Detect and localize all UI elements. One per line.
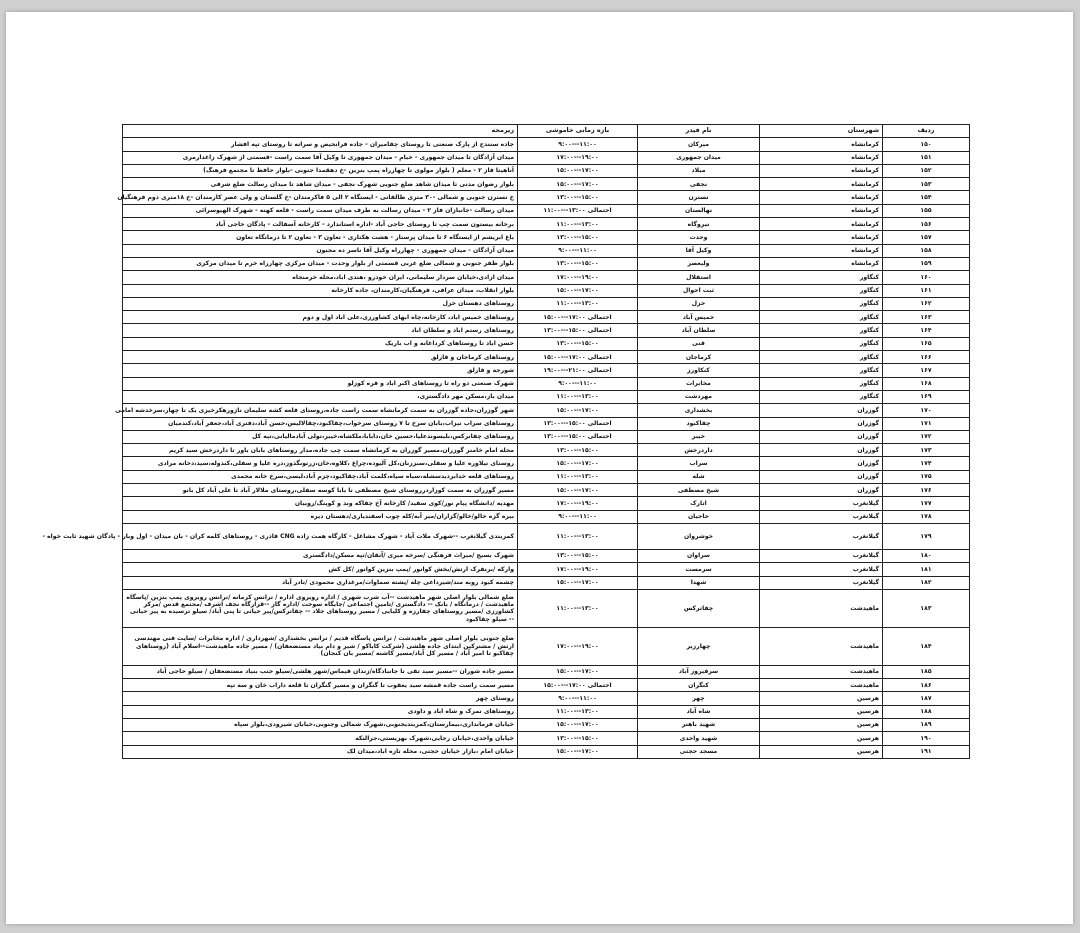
cell-city: گیلانغرب bbox=[760, 549, 883, 562]
cell-sub: روستای نیلاوره علیا و سفلی،سبززنان،کل آلیوده،چراغ ،کلاوه،خان،زرتونگدوز،دره علیا و سفلی،کندوله،سید،دخانه مرادی bbox=[123, 457, 518, 470]
table-row bbox=[123, 665, 970, 678]
cell-time: احتمالی ۲۱:۰۰---۱۹:۰۰ bbox=[518, 364, 638, 377]
cell-no: ۱۶۴ bbox=[883, 324, 970, 337]
table-row bbox=[123, 257, 970, 270]
cell-time: ۹:۰۰---۱۱:۰۰ bbox=[518, 138, 638, 151]
cell-feeder: شهید واحدی bbox=[638, 732, 760, 745]
cell-city: کنگاور bbox=[760, 284, 883, 297]
table-row bbox=[123, 377, 970, 390]
cell-time: احتمالی ۱۵:۰۰---۱۳:۰۰ bbox=[518, 324, 638, 337]
cell-time: ۱۱:۰۰---۱۳:۰۰ bbox=[518, 390, 638, 403]
cell-feeder: چهارزبر bbox=[638, 627, 760, 665]
cell-no: ۱۷۷ bbox=[883, 497, 970, 510]
table-row bbox=[123, 138, 970, 151]
header-subsection: زیرمجه bbox=[123, 125, 518, 138]
cell-feeder: وکیل آقا bbox=[638, 244, 760, 257]
cell-feeder: خوشروان bbox=[638, 523, 760, 549]
table-row bbox=[123, 589, 970, 627]
cell-time: ۱۵:۰۰---۱۷:۰۰ bbox=[518, 178, 638, 191]
table-row bbox=[123, 231, 970, 244]
cell-feeder: شهدا bbox=[638, 576, 760, 589]
cell-no: ۱۵۹ bbox=[883, 257, 970, 270]
cell-sub: باغ ابریشم از ایستگاه ۶ تا میدان پرستار - هشت هکتاری - تعاون ۳ - تعاون ۲ تا درمانگاه تعاون bbox=[123, 231, 518, 244]
cell-sub: ضلع شمالی بلوار اصلی شهر ماهیدشت --آب شرب شهری / اداره روبروی اداره / ترانس کرمانه /ترانس روبروی پمپ بنزین /پاسگاه ماهیدشت / درمانگاه / بانک -- دادگستری /تامین اجتماعی /جایگاه سوخت /اداره گاز --قرارگاه نجف اشرف /مجتمع قدس /مرکز کشاورزی /مسیر روستاهای چقارزه و کلیایی / مسیر روستاهای جلاد -- چقاترکس/پیر حیاتی تا پنی آباد/ سیلو ترسیده به پیر حیاتی -- سیلو چقاکبود bbox=[123, 589, 518, 627]
cell-city: هرسین bbox=[760, 732, 883, 745]
cell-sub: چشمه کبود روبه مند/شیرداغی چله /پشته سماوات/مرغداری محمودی /نادر آباد bbox=[123, 576, 518, 589]
cell-city: کرمانشاه bbox=[760, 138, 883, 151]
cell-sub: مسیر سمت راست جاده قمشه سید یعقوب تا گنگران و مسیر گنگران تا قلعه داراب خان و سه تپه bbox=[123, 679, 518, 692]
cell-feeder: میدان جمهوری bbox=[638, 151, 760, 164]
cell-no: ۱۷۱ bbox=[883, 417, 970, 430]
cell-no: ۱۵۱ bbox=[883, 151, 970, 164]
cell-time: ۱۳:۰۰---۱۵:۰۰ bbox=[518, 732, 638, 745]
table-row bbox=[123, 692, 970, 705]
cell-sub: روستاهای نمرک و شاه اباد و داودی bbox=[123, 705, 518, 718]
cell-no: ۱۷۳ bbox=[883, 444, 970, 457]
cell-feeder: میرکان bbox=[638, 138, 760, 151]
cell-city: گیلانغرب bbox=[760, 576, 883, 589]
cell-sub: شورجه و قارلق bbox=[123, 364, 518, 377]
table-row bbox=[123, 191, 970, 204]
cell-city: گوزران bbox=[760, 444, 883, 457]
cell-no: ۱۷۶ bbox=[883, 484, 970, 497]
table-row bbox=[123, 576, 970, 589]
cell-city: هرسین bbox=[760, 705, 883, 718]
cell-sub: شهرک صنعتی دو راه تا روستاهای اکبر اباد و قره کوزلو bbox=[123, 377, 518, 390]
cell-city: کرمانشاه bbox=[760, 244, 883, 257]
cell-city: هرسین bbox=[760, 718, 883, 731]
cell-city: کرمانشاه bbox=[760, 178, 883, 191]
table-row bbox=[123, 164, 970, 177]
table-row bbox=[123, 563, 970, 576]
cell-no: ۱۸۷ bbox=[883, 692, 970, 705]
table-row bbox=[123, 311, 970, 324]
cell-city: هرسین bbox=[760, 692, 883, 705]
cell-feeder: استقلال bbox=[638, 271, 760, 284]
table-row bbox=[123, 218, 970, 231]
cell-time: ۹:۰۰---۱۱:۰۰ bbox=[518, 377, 638, 390]
table-row bbox=[123, 745, 970, 758]
cell-city: کنگاور bbox=[760, 297, 883, 310]
cell-no: ۱۷۹ bbox=[883, 523, 970, 549]
cell-no: ۱۵۲ bbox=[883, 164, 970, 177]
table-row bbox=[123, 404, 970, 417]
table-body bbox=[42, 138, 970, 759]
table-row bbox=[123, 679, 970, 692]
cell-sub: روستاهای چقانرکس،بلیسوندعلیا،حسین خان،دابابا،ملکشاه،خیبر،تولی آبادمالیانی،تپه کل bbox=[123, 430, 518, 443]
table-row bbox=[123, 271, 970, 284]
table-row bbox=[123, 430, 970, 443]
cell-feeder: شهید باهنر bbox=[638, 718, 760, 731]
cell-city: ماهیدشت bbox=[760, 589, 883, 627]
cell-time: ۱۷:۰۰---۱۹:۰۰ bbox=[518, 151, 638, 164]
cell-feeder: اتارک bbox=[638, 497, 760, 510]
cell-no: ۱۶۳ bbox=[883, 311, 970, 324]
cell-time: ۱۳:۰۰---۱۵:۰۰ bbox=[518, 337, 638, 350]
table-row bbox=[123, 417, 970, 430]
cell-feeder: کنکاورز bbox=[638, 364, 760, 377]
table-row bbox=[123, 244, 970, 257]
cell-sub: مسیر جاده شوران --مسیر سید تقی تا جانبادگاه/زندان قیماس/شهر هلشی/سیلو جنب بنیاد مستضعفان / سیلو حاجی آباد bbox=[123, 665, 518, 678]
cell-no: ۱۵۷ bbox=[883, 231, 970, 244]
cell-time: احتمالی ۱۳:۰۰---۱۱:۰۰ bbox=[518, 204, 638, 217]
cell-sub: بیره گزه خالو/خالو/گزاران/میر آبه/کله چوب اسفندیاری/دهستان دیره bbox=[123, 510, 518, 523]
table-row bbox=[123, 457, 970, 470]
cell-no: ۱۵۳ bbox=[883, 178, 970, 191]
cell-sub: میدان رسالت -جانبازان فاز ۲ - میدان رسالت به طرف میدان سمت راست - قلعه کهنه - شهرک الهیوسرائی bbox=[123, 204, 518, 217]
cell-no: ۱۹۱ bbox=[883, 745, 970, 758]
cell-sub: وارکه /برنفرک ارتش/بخش کوانور /پمپ بنزین کوانور /کل کش bbox=[123, 563, 518, 576]
cell-time: ۱۱:۰۰---۱۳:۰۰ bbox=[518, 523, 638, 549]
cell-city: ماهیدشت bbox=[760, 679, 883, 692]
cell-sub: آناهیتا فاز ۲ - معلم ( بلوار مولوی تا چهارراه پمپ بنزین -خ دهقمدا جنوبی -بلوار حافظ تا مجتمع فرهنگ) bbox=[123, 164, 518, 177]
header-outage-time: بازه زمانی خاموشی bbox=[518, 125, 638, 138]
cell-time: ۱۷:۰۰---۱۹:۰۰ bbox=[518, 627, 638, 665]
cell-city: کنگاور bbox=[760, 311, 883, 324]
cell-city: کرمانشاه bbox=[760, 191, 883, 204]
cell-feeder: چهر bbox=[638, 692, 760, 705]
cell-city: گوزران bbox=[760, 484, 883, 497]
cell-city: کنگاور bbox=[760, 377, 883, 390]
cell-sub: روستاهای سراب تیزاب،بابان سرخ تا ۷ روستای سرخواب،چقاکبود،چقالالیس،حسن آباد،دفتری آباد،جعفر آباد،کندمیان bbox=[123, 417, 518, 430]
cell-time: ۱۷:۰۰---۱۹:۰۰ bbox=[518, 563, 638, 576]
cell-time: ۱۵:۰۰---۱۷:۰۰ bbox=[518, 404, 638, 417]
cell-no: ۱۸۲ bbox=[883, 576, 970, 589]
cell-no: ۱۹۰ bbox=[883, 732, 970, 745]
cell-city: کنگاور bbox=[760, 364, 883, 377]
cell-sub: خیابان فرمانداری،بیمارستان،کمربندیجنوبی،شهرک شمالی وجنوبی،خیابان شیرودی،بلوار سپاه bbox=[123, 718, 518, 731]
cell-city: کنگاور bbox=[760, 324, 883, 337]
cell-sub: جاده سنندج از پارک صنعتی تا روستای چقامیران - جاده فرانجیص و سرانه تا روستای تپه افشار bbox=[123, 138, 518, 151]
table-row bbox=[123, 151, 970, 164]
cell-time: احتمالی ۱۷:۰۰---۱۵:۰۰ bbox=[518, 351, 638, 364]
cell-sub: روستاهای قلعه خدابردیدسشله،سیاه سیاه،کلمت آباد،چقاکبود،چزم آباد،لیسی،سرخ خانه محمدی bbox=[123, 470, 518, 483]
header-city: شهرستان bbox=[760, 125, 883, 138]
cell-no: ۱۶۱ bbox=[883, 284, 970, 297]
cell-no: ۱۵۰ bbox=[883, 138, 970, 151]
cell-sub: بلوار رضوان مدنی تا میدان شاهد ضلع جنوبی شهرک نجفی - میدان شاهد تا میدان رسالت ضلع شرقی bbox=[123, 178, 518, 191]
header-feeder: نام فیدر bbox=[638, 125, 760, 138]
table-row bbox=[123, 444, 970, 457]
cell-sub: خیابان امام ،بازار خیابان حجتی، محله تازه اباد،میدان لک bbox=[123, 745, 518, 758]
cell-feeder: سراوان bbox=[638, 549, 760, 562]
cell-city: کرمانشاه bbox=[760, 218, 883, 231]
cell-city: گوزران bbox=[760, 430, 883, 443]
cell-feeder: وحدت bbox=[638, 231, 760, 244]
cell-time: ۱۱:۰۰---۱۳:۰۰ bbox=[518, 705, 638, 718]
table-row bbox=[123, 204, 970, 217]
cell-no: ۱۵۸ bbox=[883, 244, 970, 257]
cell-time: ۱۵:۰۰---۱۷:۰۰ bbox=[518, 745, 638, 758]
cell-time: ۱۵:۰۰---۱۷:۰۰ bbox=[518, 457, 638, 470]
table-row bbox=[123, 484, 970, 497]
cell-sub: شهر گوزران،جاده گوزران به سمت کرمانشاه سمت راست جاده،روستای قلعه کشه سلیمان ناژورهکرخیزی یک تا چهار،سرخدشه امامی bbox=[123, 404, 518, 417]
cell-time: احتمالی ۱۵:۰۰---۱۳:۰۰ bbox=[518, 417, 638, 430]
cell-sub: برخانه بیستون سمت چپ تا روستای حاجی آباد -اداره استاندارد - کارخانه آسفالت - پادگان حاجی آباد bbox=[123, 218, 518, 231]
cell-city: گوزران bbox=[760, 417, 883, 430]
cell-city: گیلانغرب bbox=[760, 497, 883, 510]
cell-feeder: مسجد حجتی bbox=[638, 745, 760, 758]
table-row bbox=[123, 705, 970, 718]
cell-no: ۱۶۰ bbox=[883, 271, 970, 284]
cell-feeder: میلاد bbox=[638, 164, 760, 177]
cell-no: ۱۵۴ bbox=[883, 191, 970, 204]
cell-no: ۱۷۲ bbox=[883, 430, 970, 443]
cell-no: ۱۵۶ bbox=[883, 218, 970, 231]
cell-feeder: خمیس آباد bbox=[638, 311, 760, 324]
header-row-number: ردیف bbox=[883, 125, 970, 138]
cell-feeder: سرمست bbox=[638, 563, 760, 576]
cell-sub: شهرک بسیج /میراث فرهنگی /سرخه میری /آنقان/تپه مسکن/دادگستری bbox=[123, 549, 518, 562]
cell-time: ۱۱:۰۰---۱۳:۰۰ bbox=[518, 218, 638, 231]
cell-time: ۱۵:۰۰---۱۷:۰۰ bbox=[518, 718, 638, 731]
cell-feeder: کرماجان bbox=[638, 351, 760, 364]
cell-feeder: نجفی bbox=[638, 178, 760, 191]
cell-no: ۱۷۵ bbox=[883, 470, 970, 483]
cell-no: ۱۶۸ bbox=[883, 377, 970, 390]
cell-sub: روستاهای رستم اباد و سلطان اباد bbox=[123, 324, 518, 337]
cell-sub: میدان آزادگان - میدان جمهوری - چهارراه وکیل آقا ناسر ده مجنون bbox=[123, 244, 518, 257]
cell-city: گیلانغرب bbox=[760, 510, 883, 523]
table-row bbox=[123, 284, 970, 297]
cell-sub: میدان ازادی،خیابان سردار سلیمانی، ایران خودرو ،هتدی اباد،محله خرمنجاه bbox=[123, 271, 518, 284]
cell-city: ماهیدشت bbox=[760, 665, 883, 678]
cell-time: ۱۱:۰۰---۱۳:۰۰ bbox=[518, 470, 638, 483]
table-row bbox=[123, 523, 970, 549]
cell-time: ۱۳:۰۰---۱۵:۰۰ bbox=[518, 444, 638, 457]
cell-feeder: مخابرات bbox=[638, 377, 760, 390]
table-row bbox=[123, 364, 970, 377]
table-row bbox=[123, 470, 970, 483]
cell-sub: کمربندی گیلانغرب --شهرک ملات آباد - شهرک مشاغل - کارگاه همت زاده CNG قادری - روستاهای کلمه کران - بان میدان - اول وبار - پادگان شهید ثابت خواه - bbox=[123, 523, 518, 549]
cell-sub: محله امام خامنر گوزران،مسیر گوزران به کرمانشاه سمت چپ جاده،مدار روستاهای بابان باور تا داردرخش سید کریم bbox=[123, 444, 518, 457]
cell-time: ۱۱:۰۰---۱۳:۰۰ bbox=[518, 297, 638, 310]
document-page bbox=[6, 12, 1073, 924]
cell-sub: روستاهای کرماجان و قارلق bbox=[123, 351, 518, 364]
table-row bbox=[123, 351, 970, 364]
cell-time: ۱۷:۰۰---۱۹:۰۰ bbox=[518, 271, 638, 284]
table-row bbox=[123, 549, 970, 562]
cell-sub: خیابان واحدی،خیابان رجایی،شهرک بهزیستی،جرالنکه bbox=[123, 732, 518, 745]
cell-sub: روستای چهر bbox=[123, 692, 518, 705]
cell-city: کنگاور bbox=[760, 337, 883, 350]
cell-no: ۱۸۸ bbox=[883, 705, 970, 718]
cell-city: کنگاور bbox=[760, 390, 883, 403]
cell-no: ۱۶۵ bbox=[883, 337, 970, 350]
cell-city: کرمانشاه bbox=[760, 204, 883, 217]
cell-city: کرمانشاه bbox=[760, 231, 883, 244]
cell-feeder: خیبر bbox=[638, 430, 760, 443]
cell-time: ۱۵:۰۰---۱۷:۰۰ bbox=[518, 164, 638, 177]
cell-feeder: سراب bbox=[638, 457, 760, 470]
cell-city: کرمانشاه bbox=[760, 164, 883, 177]
cell-time: احتمالی ۱۵:۰۰---۱۳:۰۰ bbox=[518, 430, 638, 443]
cell-time: احتمالی ۱۷:۰۰---۱۵:۰۰ bbox=[518, 311, 638, 324]
cell-feeder: سلطان آباد bbox=[638, 324, 760, 337]
table-row bbox=[123, 497, 970, 510]
cell-feeder: شیخ مصطفی bbox=[638, 484, 760, 497]
cell-no: ۱۸۶ bbox=[883, 679, 970, 692]
cell-feeder: بخشداری bbox=[638, 404, 760, 417]
cell-no: ۱۸۵ bbox=[883, 665, 970, 678]
cell-time: ۱۷:۰۰---۱۹:۰۰ bbox=[518, 497, 638, 510]
cell-city: گیلانغرب bbox=[760, 563, 883, 576]
cell-sub: مسیر گوزران به سمت کوزاردرروستای شیخ مصطفی تا بابا کوسه سفلی،روستای ملالار آباد تا علی آباد کل بانو bbox=[123, 484, 518, 497]
cell-sub: روستاهای دهستان خزل bbox=[123, 297, 518, 310]
cell-feeder: سرفیروز آباد bbox=[638, 665, 760, 678]
table-row bbox=[123, 324, 970, 337]
cell-sub: میدان آزادگان تا میدان جمهوری - خیام - میدان جمهوری تا وکیل آقا سمت راست -قسمتی از شهرک زاغدارمری bbox=[123, 151, 518, 164]
cell-feeder: شله bbox=[638, 470, 760, 483]
cell-feeder: نیروگاه bbox=[638, 218, 760, 231]
cell-no: ۱۸۹ bbox=[883, 718, 970, 731]
cell-feeder: خزل bbox=[638, 297, 760, 310]
cell-feeder: قنی bbox=[638, 337, 760, 350]
cell-time: ۱۵:۰۰---۱۷:۰۰ bbox=[518, 576, 638, 589]
cell-time: احتمالی ۱۷:۰۰---۱۵:۰۰ bbox=[518, 679, 638, 692]
table-header-row bbox=[123, 125, 970, 138]
cell-time: ۱۵:۰۰---۱۷:۰۰ bbox=[518, 665, 638, 678]
cell-time: ۱۵:۰۰---۱۷:۰۰ bbox=[518, 484, 638, 497]
cell-city: کنگاور bbox=[760, 271, 883, 284]
cell-city: هرسین bbox=[760, 745, 883, 758]
cell-time: ۱۳:۰۰---۱۵:۰۰ bbox=[518, 549, 638, 562]
table-row bbox=[123, 390, 970, 403]
table-row bbox=[123, 718, 970, 731]
cell-feeder: شاه آباد bbox=[638, 705, 760, 718]
cell-feeder: مهردشت bbox=[638, 390, 760, 403]
cell-feeder: چقاکبود bbox=[638, 417, 760, 430]
cell-time: ۱۳:۰۰---۱۵:۰۰ bbox=[518, 191, 638, 204]
cell-feeder: نسترن bbox=[638, 191, 760, 204]
table-row bbox=[123, 297, 970, 310]
cell-city: گوزران bbox=[760, 404, 883, 417]
cell-sub: مهدیه /دانشگاه پیام نور/کوی سفید/ کارخانه آخ چقاکه وند و کوینگ/روبیان bbox=[123, 497, 518, 510]
table-row bbox=[123, 178, 970, 191]
cell-sub: بلوار انقلاب، میدان عرافی، فرهنگیان،کارمندان، جاده کارخانه bbox=[123, 284, 518, 297]
cell-city: گوزران bbox=[760, 470, 883, 483]
cell-time: ۱۱:۰۰---۱۳:۰۰ bbox=[518, 589, 638, 627]
cell-sub: ضلع جنوبی بلوار اصلی شهر ماهیدشت / ترانس پاسگاه قدیم / ترانس بخشداری /شهرداری / اداره مخابرات /سایت فنی مهندسی ارتش / مشترکین ابتدای جاده هلشی (شرکت کاباکو / شیر و دام نیاد مستضعفان) / مسیر جاده ماهیدشت--اسلام آباد (روستاهای چقاکبو تا امیر آباد / مسیر کل آباد/مسیر کاشنه /مسیر بان کنجان) bbox=[123, 627, 518, 665]
cell-no: ۱۸۰ bbox=[883, 549, 970, 562]
cell-no: ۱۷۰ bbox=[883, 404, 970, 417]
cell-no: ۱۸۳ bbox=[883, 589, 970, 627]
cell-time: ۱۳:۰۰---۱۵:۰۰ bbox=[518, 257, 638, 270]
cell-sub: میدان باز،مسکن مهر دادگستری، bbox=[123, 390, 518, 403]
table-row bbox=[123, 732, 970, 745]
cell-time: ۹:۰۰---۱۱:۰۰ bbox=[518, 244, 638, 257]
cell-sub: روستاهای خمیس اباد، کارخانه،چاه ابهای کشاورزی،علی اباد اول و دوم bbox=[123, 311, 518, 324]
cell-no: ۱۷۴ bbox=[883, 457, 970, 470]
cell-time: ۹:۰۰---۱۱:۰۰ bbox=[518, 692, 638, 705]
cell-time: ۱۵:۰۰---۱۷:۰۰ bbox=[518, 284, 638, 297]
table-row bbox=[123, 627, 970, 665]
cell-no: ۱۶۹ bbox=[883, 390, 970, 403]
cell-feeder: حاجیان bbox=[638, 510, 760, 523]
cell-sub: بلوار ظفر جنوبی و شمالی ضلع غربی قسمتی از بلوار وحدت - میدان مرکزی چهارراه خرم تا میدان مرکزی bbox=[123, 257, 518, 270]
cell-feeder: چقاترکس bbox=[638, 589, 760, 627]
cell-sub: حسن اباد تا روستاهای کرداغانه و اب باریک bbox=[123, 337, 518, 350]
cell-no: ۱۶۲ bbox=[883, 297, 970, 310]
cell-no: ۱۶۶ bbox=[883, 351, 970, 364]
cell-time: ۱۳:۰۰---۱۵:۰۰ bbox=[518, 231, 638, 244]
outage-schedule-table bbox=[42, 124, 970, 759]
table-row bbox=[123, 337, 970, 350]
cell-city: گوزران bbox=[760, 457, 883, 470]
cell-city: کنگاور bbox=[760, 351, 883, 364]
cell-feeder: ثبت احوال bbox=[638, 284, 760, 297]
cell-feeder: نهالستان bbox=[638, 204, 760, 217]
cell-feeder: کنگران bbox=[638, 679, 760, 692]
cell-no: ۱۶۷ bbox=[883, 364, 970, 377]
cell-city: ماهیدشت bbox=[760, 627, 883, 665]
cell-sub: خ نسترن جنوبی و شمالی -۳۰ متری طالقانی - ایستگاه ۲ الی ۵ فاکرمندان -خ گلستان و ولی عصر کارمندان -خ ۱۸متری دوم فرهنگیان bbox=[123, 191, 518, 204]
cell-feeder: ولیعصر bbox=[638, 257, 760, 270]
cell-city: کرمانشاه bbox=[760, 257, 883, 270]
cell-no: ۱۸۴ bbox=[883, 627, 970, 665]
table-row bbox=[123, 510, 970, 523]
cell-no: ۱۵۵ bbox=[883, 204, 970, 217]
cell-city: گیلانغرب bbox=[760, 523, 883, 549]
cell-no: ۱۸۱ bbox=[883, 563, 970, 576]
cell-time: ۹:۰۰---۱۱:۰۰ bbox=[518, 510, 638, 523]
cell-no: ۱۷۸ bbox=[883, 510, 970, 523]
cell-feeder: داردرخش bbox=[638, 444, 760, 457]
cell-city: کرمانشاه bbox=[760, 151, 883, 164]
